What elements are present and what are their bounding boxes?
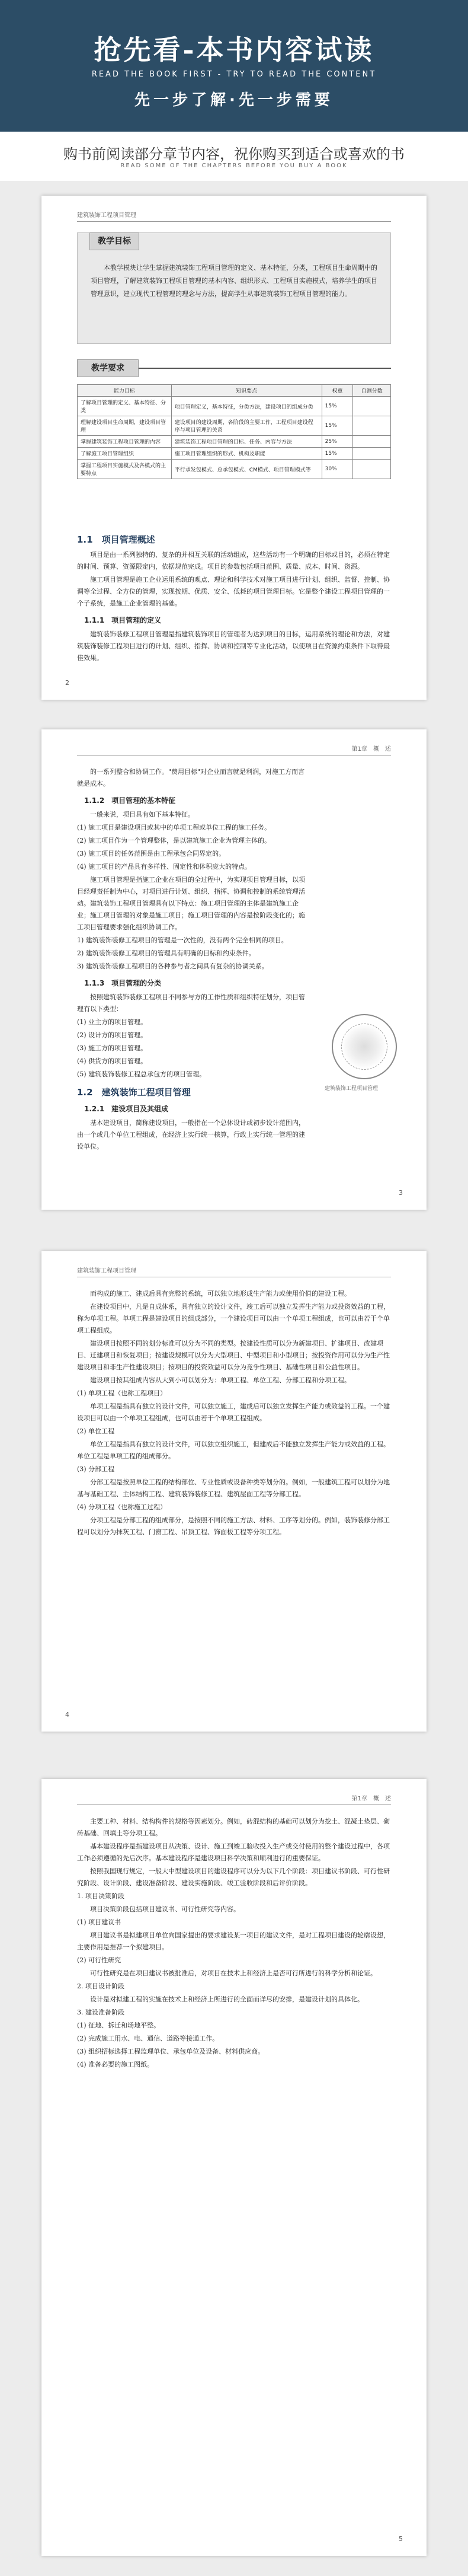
table-cell	[353, 448, 391, 460]
list-item: (2) 单位工程	[77, 1427, 115, 1435]
section-heading: 1.1 项目管理概述	[77, 534, 155, 545]
list-item: 2) 建筑装饰装修工程项目的管理具有明确的目标和约束条件。	[77, 949, 255, 957]
paragraph: 项目决策阶段包括项目建议书、可行性研究等内容。	[90, 1905, 240, 1913]
list-item: (5) 建筑装饰装修工程总承包方的项目管理。	[77, 1070, 206, 1078]
table-cell: 25%	[322, 436, 353, 448]
paragraph: 按照我国现行规定，一般大中型建设项目的建设程序可以分为以下几个阶段：项目建议书阶段、可行性研究阶段、设计阶段、建设准备阶段、建设实施阶段、竣工验收阶段和后评价阶段。	[77, 1867, 390, 1887]
teaching-requirement-label: 教学要求	[77, 359, 139, 377]
list-item: 1) 建筑装饰装修工程项目的管理是一次性的，没有两个完全相同的项目。	[77, 936, 288, 944]
teaching-goal-label: 教学目标	[89, 232, 139, 250]
table-cell: 15%	[322, 397, 353, 416]
book-page-4	[41, 1779, 427, 2556]
table-row	[78, 436, 391, 448]
table-header-cell: 能力目标	[78, 385, 172, 397]
teaching-goal-box	[77, 232, 391, 344]
table-cell: 项目管理定义，基本特征，分类方法，建设项目的组成分类	[171, 397, 322, 416]
paragraph: 项目是由一系列独特的、复杂的并相互关联的活动组成，这些活动有一个明确的目标或目的，必须在特定的时间、预算、资源限定内，依据规范完成。项目的参数包括项目范围、质量、成本、时间、资源。	[77, 551, 390, 570]
table-cell	[353, 397, 391, 416]
intro-text-cn: 购书前阅读部分章节内容，祝你购买到适合或喜欢的书	[63, 146, 405, 162]
table-cell: 15%	[322, 416, 353, 436]
table-cell: 15%	[322, 448, 353, 460]
list-item: (3) 分部工程	[77, 1465, 115, 1473]
page-header: 第1章 概 述	[77, 1793, 391, 1805]
page-body	[77, 766, 308, 1154]
banner-subtitle-en: READ THE BOOK FIRST - TRY TO READ THE CONTENT	[91, 70, 377, 79]
list-item: (3) 组织招标选择工程监理单位、承包单位及设备、材料供应商。	[77, 2048, 265, 2055]
page-body	[77, 528, 391, 665]
paragraph: 而构成的施工、建成后具有完整的系统，可以独立地形成生产能力或使用价值的建设工程。	[90, 1290, 351, 1297]
table-cell: 掌握建筑装饰工程项目管理的内容	[78, 436, 172, 448]
paragraph: 一般来说，项目具有如下基本特征。	[90, 811, 194, 818]
list-item: (1) 施工项目是建设项目或其中的单项工程或单位工程的施工任务。	[77, 824, 271, 831]
table-cell	[353, 460, 391, 479]
list-item: (4) 分项工程（也称施工过程）	[77, 1503, 167, 1511]
list-item: 1. 项目决策阶段	[77, 1892, 124, 1900]
banner-title: 抢先看-本书内容试读	[94, 34, 374, 66]
paragraph: 按照建筑装饰装修工程项目不同参与方的工作性质和组织特征划分，项目管理有以下类型：	[77, 993, 305, 1013]
seal-graphic	[332, 1014, 397, 1079]
paragraph: 分部工程是按照单位工程的结构部位、专业性质或设备种类等划分的。例如，一般建筑工程可以划分为地基与基础工程、主体结构工程、建筑装饰装修工程、建筑屋面工程等分部工程。	[77, 1478, 390, 1498]
list-item: 3. 建设准备阶段	[77, 2008, 124, 2016]
table-cell: 了解项目管理的定义、基本特征、分类	[78, 397, 172, 416]
paragraph: 单项工程是指具有独立的设计文件，可以独立施工，建成后可以独立发挥生产能力或效益的工程。一个建设项目可以由一个单项工程组成，也可以由若干个单项工程组成。	[77, 1402, 390, 1422]
paragraph: 施工项目管理是施工企业运用系统的观点、理论和科学技术对施工项目进行计划、组织、监督、控制、协调等全过程、全方位的管理，实现按期、优质、安全、低耗的项目管理目标。它是整个建设工程项目管理的一个子系统，是施工企业管理的基础。	[77, 576, 390, 607]
page-body	[77, 1816, 391, 2072]
banner	[0, 0, 468, 132]
list-item: (3) 施工方的项目管理。	[77, 1044, 148, 1052]
page-header: 建筑装饰工程项目管理	[77, 1265, 391, 1277]
page-body	[77, 1288, 391, 1539]
page-number: 5	[399, 2535, 403, 2543]
list-item: (4) 施工项目的产品具有多样性、固定性和体积庞大的特点。	[77, 863, 252, 871]
page-number: 4	[65, 1711, 69, 1719]
paragraph: 单位工程是指具有独立的设计文件，可以独立组织施工，但建成后不能独立发挥生产能力或效益的工程。单位工程是单项工程的组成部分。	[77, 1440, 390, 1460]
list-item: 3) 建筑装饰装修工程项目的各种参与者之间具有复杂的协调关系。	[77, 962, 268, 970]
table-cell	[353, 416, 391, 436]
seal-caption: 建筑装饰工程项目管理	[325, 1086, 379, 1092]
table-row	[78, 397, 391, 416]
paragraph: 在建设项目中，凡是自成体系，具有独立的设计文件，竣工后可以独立发挥生产能力或投资效益的工程，称为单项工程。单项工程是建设项目的组成部分，一个建设项目可以由一个单项工程组成，也可以由若干个单项工程组成。	[77, 1303, 390, 1334]
requirement-table	[77, 384, 391, 479]
subsection-heading: 1.1.2 项目管理的基本特征	[84, 796, 176, 805]
subsection-heading: 1.1.3 项目管理的分类	[84, 979, 162, 987]
list-item: (3) 施工项目的任务范围是由工程承包合同界定的。	[77, 850, 226, 857]
paragraph: 建设项目按照不同的划分标准可以分为不同的类型。按建设性质可以分为新建项目、扩建项目、改建项目、迁建项目和恢复项目；按建设规模可以分为大型项目、中型项目和小型项目；按投资作用可以分为生产性建设项目和非生产性建设项目；按项目的投资效益可以分为竞争性项目、基础性项目和公益性项目。	[77, 1340, 390, 1371]
page-header: 建筑装饰工程项目管理	[77, 210, 391, 222]
table-cell: 平行承发包模式、总承包模式、CM模式、项目管理模式等	[171, 460, 322, 479]
paragraph: 建设项目按其组成内容从大到小可以划分为：单项工程、单位工程、分部工程和分项工程。	[90, 1376, 351, 1384]
list-item: (2) 设计方的项目管理。	[77, 1031, 148, 1039]
paragraph: 的一系列整合和协调工作。"费用目标"对企业而言就是利润，对施工方而言就是成本。	[77, 768, 305, 788]
table-header-cell: 权重	[322, 385, 353, 397]
book-page-1	[41, 196, 427, 700]
list-item: (1) 单项工程（也称工程项目）	[77, 1389, 167, 1397]
section-heading: 1.2 建筑装饰工程项目管理	[77, 1087, 191, 1098]
table-header-cell: 知识要点	[171, 385, 322, 397]
paragraph: 可行性研究是在项目建议书被批准后，对项目在技术上和经济上是否可行所进行的科学分析和论证。	[90, 1969, 377, 1977]
table-cell: 理解建设项目生命周期，建设项目管理	[78, 416, 172, 436]
list-item: (4) 供货方的项目管理。	[77, 1057, 148, 1065]
list-item: (1) 征地、拆迁和场地平整。	[77, 2022, 161, 2029]
paragraph: 基本建设项目，简称建设项目，一般指在一个总体设计或初步设计范围内，由一个或几个单位工程组成，在经济上实行统一核算，行政上实行统一管理的建设单位。	[77, 1119, 305, 1150]
page-number: 3	[399, 1189, 403, 1197]
book-page-3	[41, 1251, 427, 1732]
list-item: (1) 项目建议书	[77, 1918, 121, 1926]
paragraph: 项目建议书是拟建项目单位向国家提出的要求建设某一项目的建议文件，是对工程项目建设的轮廓设想，主要作用是推荐一个拟建项目。	[77, 1931, 390, 1951]
table-cell: 建筑装饰工程项目管理的目标、任务、内容与方法	[171, 436, 322, 448]
paragraph: 建筑装饰装修工程项目管理是指建筑装饰项目的管理者为达到项目的目标，运用系统的理论和方法，对建筑装饰装修工程项目进行的计划、组织、指挥、协调和控制等专业化活动，以使项目在资源约束条件下取得最佳效果。	[77, 630, 390, 662]
subsection-heading: 1.1.1 项目管理的定义	[84, 616, 162, 624]
page-number: 2	[65, 679, 69, 687]
list-item: 2. 项目设计阶段	[77, 1982, 124, 1990]
paragraph: 分项工程是分部工程的组成部分，是按照不同的施工方法、材料、工序等划分的。例如，装饰装修分部工程可以划分为抹灰工程、门窗工程、吊顶工程、饰面板工程等分项工程。	[77, 1516, 390, 1536]
table-cell: 掌握工程项目实施模式及各模式的主要特点	[78, 460, 172, 479]
paragraph: 施工项目管理是指施工企业在项目的全过程中，为实现项目管理目标，以项目经理责任制为中心，对项目进行计划、组织、指挥、协调和控制的系统管理活动。建筑装饰工程项目管理具有以下特点：施工项目管理的主体是建筑施工企业；施工项目管理的对象是施工项目；施工项目管理的内容是按阶段变化的；施工项目管理要求强化组织协调工作。	[77, 876, 305, 931]
list-item: (4) 准备必要的施工图纸。	[77, 2061, 154, 2068]
list-item: (1) 业主方的项目管理。	[77, 1018, 148, 1026]
paragraph: 主要工种、材料、结构构件的规格等因素划分。例如，砖混结构的基础可以划分为挖土、混凝土垫层、砌砖基础、回填土等分项工程。	[77, 1818, 390, 1837]
paragraph: 基本建设程序是指建设项目从决策、设计、施工到竣工验收投入生产或交付使用的整个建设过程中，各项工作必须遵循的先后次序。基本建设程序是建设项目科学决策和顺利进行的重要保证。	[77, 1842, 390, 1862]
intro-text-en: READ SOME OF THE CHAPTERS BEFORE YOU BUY A BOOK	[120, 162, 348, 169]
list-item: (2) 施工项目作为一个管理整体，是以建筑施工企业为管理主体的。	[77, 837, 271, 844]
teaching-goal-text: 本教学模块让学生掌握建筑装饰工程项目管理的定义、基本特征，分类，工程项目生命周期中的项目管理，了解建筑装饰工程项目管理的基本内容、组织形式、工程项目实施模式，培养学生的项目管理意识，建立现代工程管理的理念与方法，提高学生从事建筑装饰工程项目管理的能力。	[91, 264, 377, 298]
table-row	[78, 416, 391, 436]
table-row	[78, 448, 391, 460]
table-header-row	[78, 385, 391, 397]
subsection-heading: 1.2.1 建设项目及其组成	[84, 1105, 169, 1113]
table-cell	[353, 436, 391, 448]
table-cell: 建设项目的建设周期，各阶段的主要工作，工程项目建设程序与项目管理的关系	[171, 416, 322, 436]
banner-subtitle-cn: 先一步了解·先一步需要	[134, 91, 334, 109]
list-item: (2) 完成施工用水、电、通信、道路等接通工作。	[77, 2035, 219, 2042]
table-cell: 施工项目管理组织的形式、机构及职能	[171, 448, 322, 460]
table-row	[78, 460, 391, 479]
table-cell: 了解施工项目管理组织	[78, 448, 172, 460]
list-item: (2) 可行性研究	[77, 1956, 121, 1964]
page-header: 第1章 概 述	[77, 744, 391, 755]
paragraph: 设计是对拟建工程的实施在技术上和经济上所进行的全面而详尽的安排，是建设计划的具体化。	[90, 1995, 364, 2003]
table-header-cell: 自测分数	[353, 385, 391, 397]
book-page-2	[41, 729, 427, 1210]
table-cell: 30%	[322, 460, 353, 479]
